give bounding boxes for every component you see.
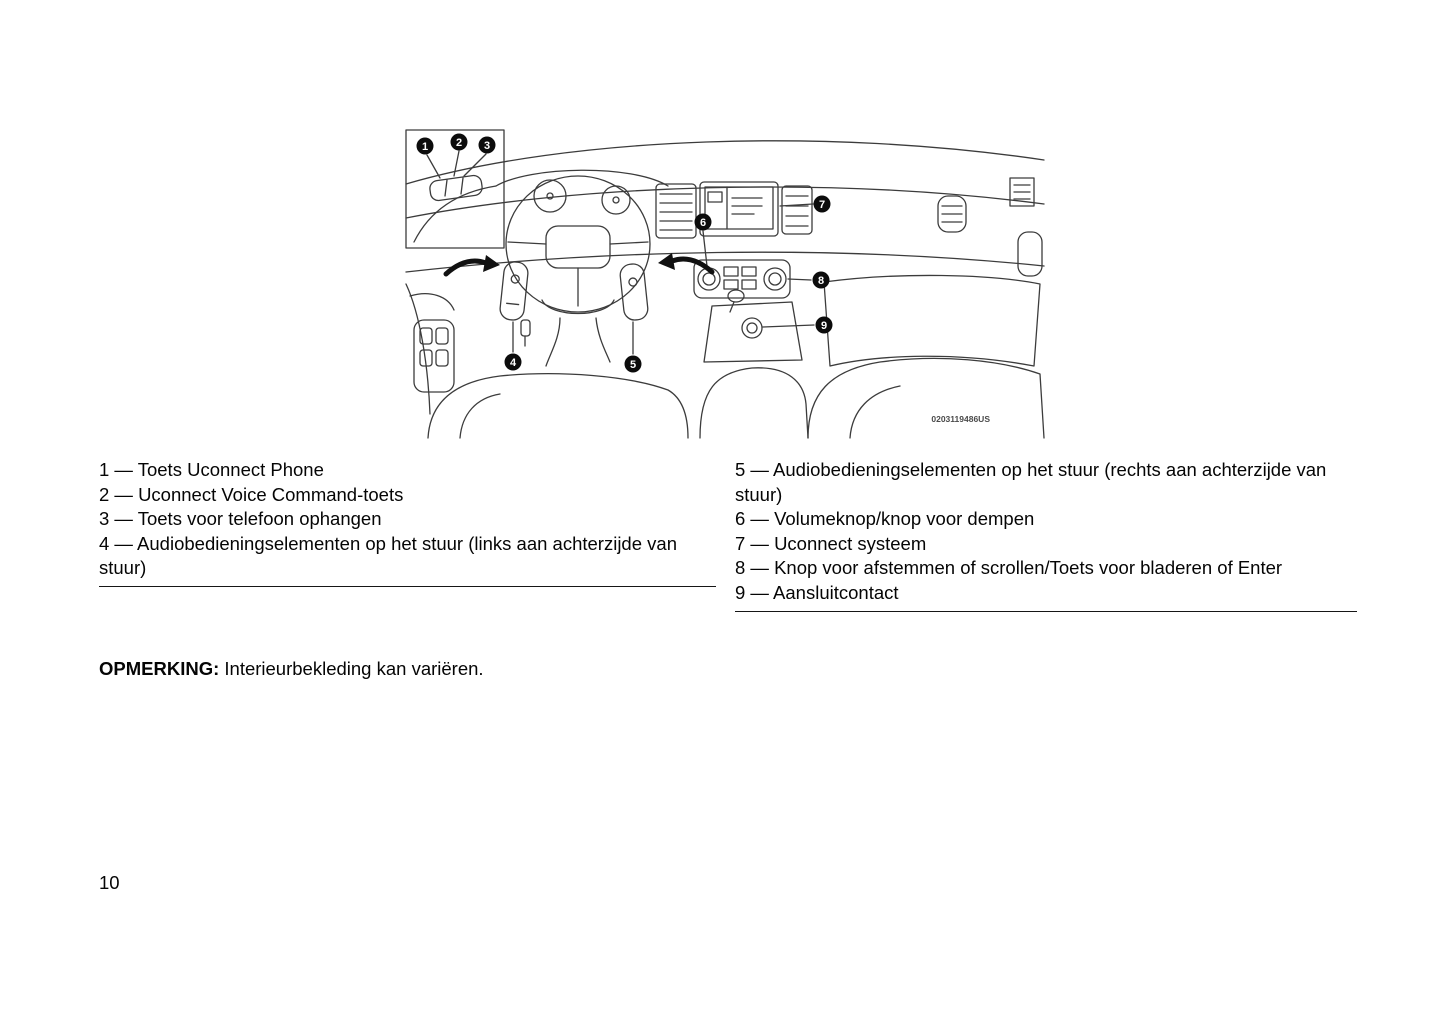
legend-item-6: 6 — Volumeknop/knop voor dempen — [735, 508, 1035, 530]
dashboard-illustration — [400, 114, 1050, 442]
callout-1 — [417, 138, 434, 155]
legend-item-5: 5 — Audiobedieningselementen op het stuur (rechts aan achterzijde van stuur) — [735, 459, 1327, 505]
callout-8-label: 8 — [817, 275, 825, 287]
callout-5-label: 5 — [629, 359, 637, 371]
legend-left-column — [99, 458, 716, 587]
dashboard-figure — [400, 114, 1050, 442]
callout-9 — [816, 317, 833, 334]
note — [99, 658, 484, 680]
callout-7-label: 7 — [818, 199, 826, 211]
legend-right-rule — [735, 611, 1357, 612]
legend-item-2: 2 — Uconnect Voice Command-toets — [99, 483, 404, 505]
legend-item-1: 1 — Toets Uconnect Phone — [99, 459, 324, 480]
legend-item-4: 4 — Audiobedieningselementen op het stuur (links aan achterzijde van stuur) — [99, 532, 677, 579]
note-text: Interieurbekleding kan variëren. — [219, 658, 484, 679]
callout-8 — [813, 272, 830, 289]
callout-3-label: 3 — [483, 140, 491, 152]
legend-right-column — [735, 458, 1357, 612]
callout-9-label: 9 — [820, 320, 828, 332]
legend-item-3: 3 — Toets voor telefoon ophangen — [99, 508, 382, 530]
callout-2-label: 2 — [455, 137, 463, 149]
figure-code: 0203119486US — [931, 414, 990, 424]
callout-1-label: 1 — [421, 141, 429, 153]
legend-item-8: 8 — Knop voor afstemmen of scrollen/Toets voor bladeren of Enter — [735, 557, 1283, 579]
page-number: 10 — [99, 872, 120, 893]
callout-2 — [451, 134, 468, 151]
callout-4 — [505, 354, 522, 371]
dashboard-lineart — [406, 130, 1044, 438]
legend-item-7: 7 — Uconnect systeem — [735, 532, 927, 554]
legend-item-9: 9 — Aansluitcontact — [735, 581, 899, 603]
legend-left-rule — [99, 586, 716, 587]
steering-reach-arrows — [446, 253, 712, 274]
callout-7 — [814, 196, 831, 213]
callout-6 — [695, 214, 712, 231]
note-label: OPMERKING: — [99, 658, 220, 679]
callout-5 — [625, 356, 642, 373]
callout-3 — [479, 137, 496, 154]
callout-4-label: 4 — [509, 357, 517, 369]
callout-6-label: 6 — [699, 217, 707, 229]
